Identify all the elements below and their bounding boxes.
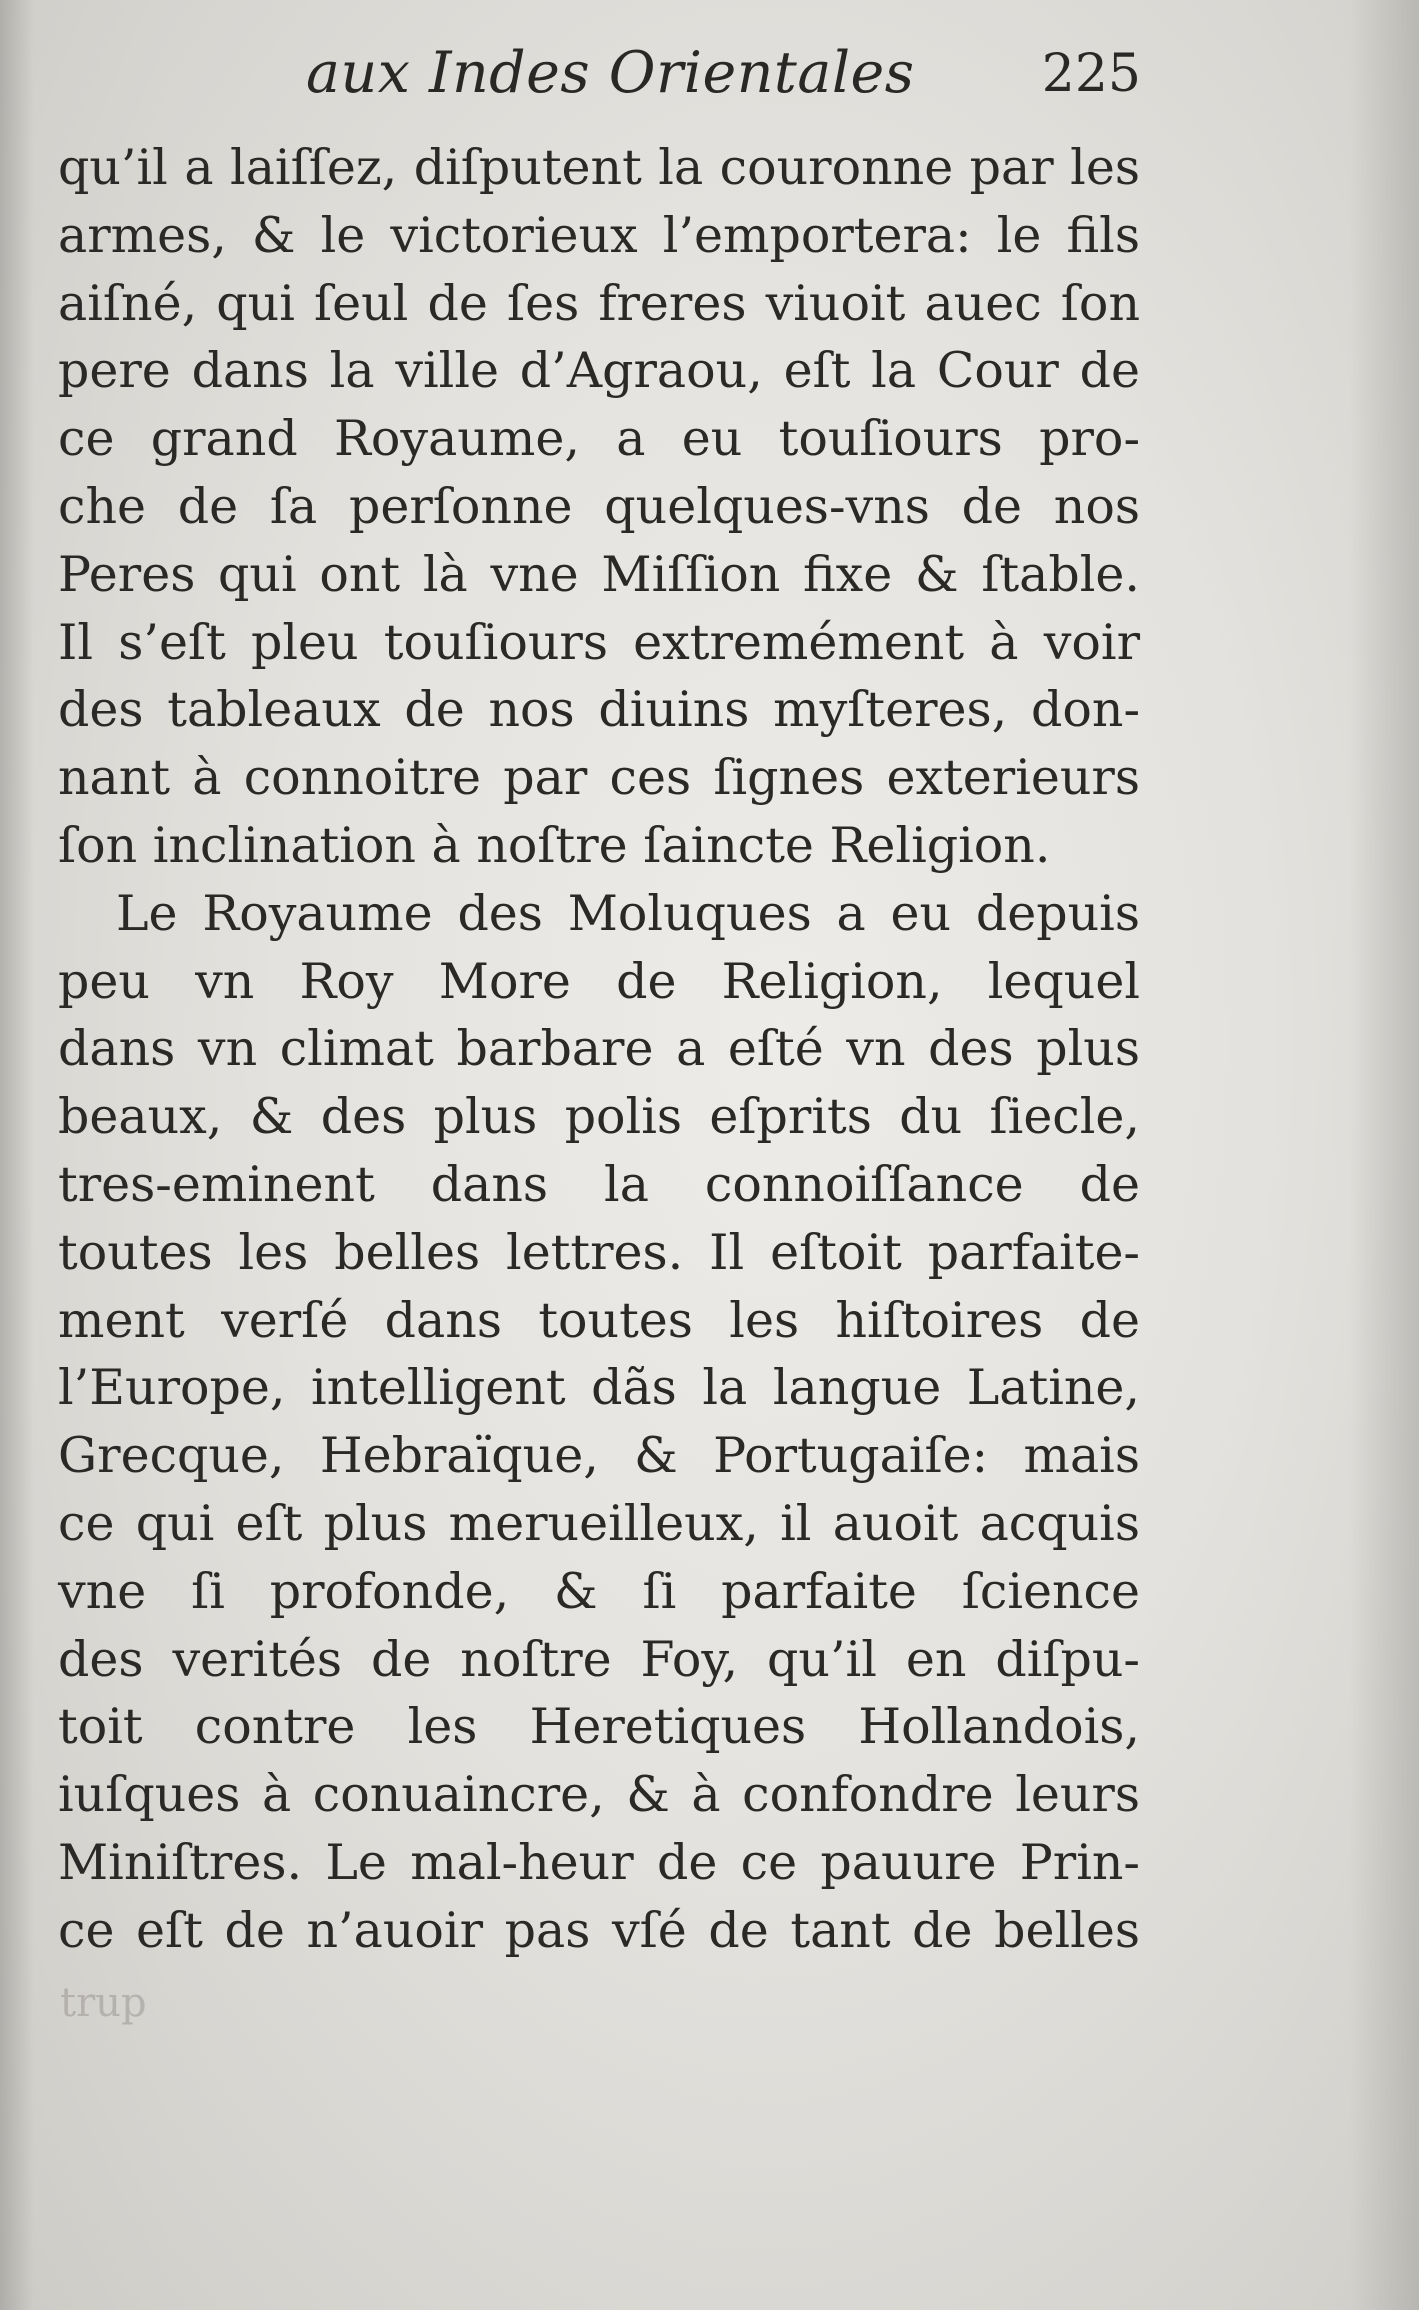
text-line: pere dans la ville d’Agraou, eſt la Cour de: [58, 342, 1140, 400]
text-line: iuſques à conuaincre, & à confondre leurs: [58, 1766, 1140, 1824]
running-title: aux Indes Orientales: [306, 40, 915, 106]
text-line: des tableaux de nos diuins myſteres, don-: [58, 681, 1140, 739]
page-header: [56, 40, 1141, 120]
text-line: Miniſtres. Le mal-heur de ce pauure Prin-: [58, 1833, 1140, 1891]
text-line: l’Europe, intelligent dãs la langue Latine,: [58, 1359, 1140, 1417]
text-line: vne ſi profonde, & ſi parfaite ſcience: [58, 1562, 1140, 1620]
text-line: che de ſa perſonne quelques-vns de nos: [58, 477, 1140, 535]
text-line: toutes les belles lettres. Il eſtoit parfaite-: [58, 1223, 1140, 1281]
text-line: aiſné, qui ſeul de ſes freres viuoit auec ſon: [58, 274, 1140, 332]
text-line: Peres qui ont là vne Miſſion fixe & ſtable.: [58, 545, 1140, 603]
text-line: Le Royaume des Moluques a eu depuis: [116, 884, 1140, 942]
text-line: ce grand Royaume, a eu touſiours pro-: [58, 410, 1140, 468]
text-line: toit contre les Heretiques Hollandois,: [58, 1698, 1140, 1756]
text-line: ce eſt de n’auoir pas vſé de tant de belles: [58, 1901, 1140, 1959]
text-line: dans vn climat barbare a eſté vn des plus: [58, 1020, 1140, 1078]
text-line: nant à connoitre par ces ſignes exterieurs: [58, 749, 1140, 807]
text-line: ce qui eſt plus merueilleux, il auoit acquis: [58, 1494, 1140, 1552]
text-line: qu’il a laiſſez, diſputent la couronne par les: [58, 139, 1140, 196]
text-line: des verités de noſtre Foy, qu’il en diſpu-: [58, 1630, 1140, 1688]
text-line: ment verſé dans toutes les hiſtoires de: [58, 1291, 1140, 1349]
catchword: trup: [60, 1980, 147, 2026]
text-line: Grecque, Hebraïque, & Portugaiſe: mais: [58, 1427, 1140, 1485]
text-line: peu vn Roy More de Religion, lequel: [58, 952, 1140, 1010]
text-line: beaux, & des plus polis eſprits du ſiecle,: [58, 1088, 1140, 1146]
text-line: ſon inclination à noſtre ſaincte Religion.: [58, 816, 1051, 874]
text-line: armes, & le victorieux l’emportera: le fils: [58, 206, 1140, 264]
text-line: tres-eminent dans la connoiſſance de: [58, 1155, 1140, 1213]
body-text: [58, 134, 1140, 1965]
text-line: Il s’eſt pleu touſiours extremément à voir: [58, 613, 1140, 671]
page-number: 225: [1041, 44, 1141, 104]
